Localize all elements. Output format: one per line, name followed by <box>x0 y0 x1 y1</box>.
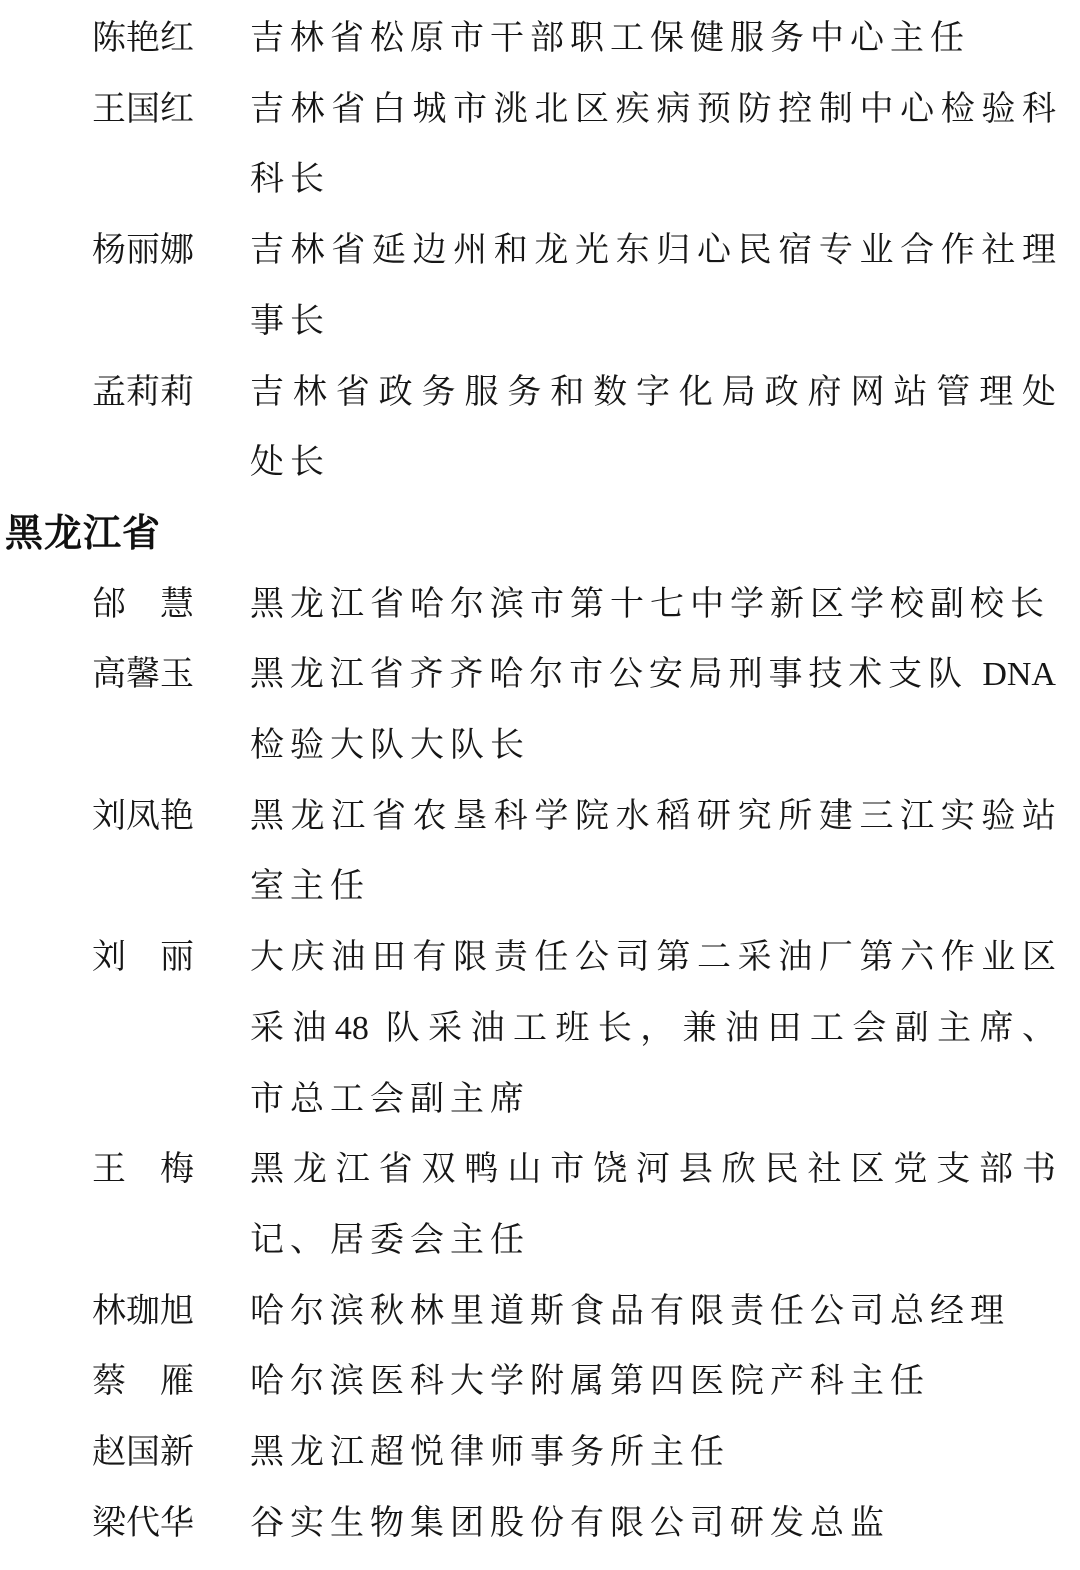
title-line: 市总工会副主席 <box>250 1080 530 1118</box>
title-line: 处长 <box>250 444 330 482</box>
person-name: 孟莉莉 <box>92 373 194 411</box>
person-name: 杨丽娜 <box>92 232 194 270</box>
person-name: 刘凤艳 <box>92 797 194 835</box>
title-line: 黑龙江省农垦科学院水稻研究所建三江实验站 <box>250 797 1056 835</box>
award-entry <box>0 923 1080 1135</box>
award-entry <box>0 1277 1080 1348</box>
person-title <box>250 1135 1056 1276</box>
title-line: 谷实生物集团股份有限公司研发总监 <box>250 1504 890 1542</box>
person-title <box>250 923 1056 1135</box>
title-line: 吉林省政务服务和数字化局政府网站管理处 <box>250 373 1056 411</box>
title-line: 事长 <box>250 302 330 340</box>
award-entry <box>0 782 1080 923</box>
person-name: 刘 丽 <box>92 939 194 977</box>
person-title <box>250 75 1056 216</box>
title-line: 大庆油田有限责任公司第二采油厂第六作业区 <box>250 939 1056 977</box>
title-line: 黑龙江省齐齐哈尔市公安局刑事技术支队 DNA <box>250 656 1056 694</box>
award-entry <box>0 1489 1080 1560</box>
person-name: 蔡 雁 <box>92 1363 194 1401</box>
person-name: 林珈旭 <box>92 1292 194 1330</box>
person-title <box>250 640 1056 781</box>
award-entry <box>0 1347 1080 1418</box>
award-entry <box>0 1418 1080 1489</box>
award-entry <box>0 4 1080 75</box>
person-name: 邰 慧 <box>92 585 194 623</box>
person-title <box>250 570 1056 641</box>
province-entries <box>0 4 1080 499</box>
province-header: 黑龙江省 <box>5 512 162 555</box>
title-line: 黑龙江省双鸭山市饶河县欣民社区党支部书 <box>250 1151 1056 1189</box>
person-title <box>250 1418 1056 1489</box>
province-entries <box>0 570 1080 1560</box>
person-name: 陈艳红 <box>92 20 194 57</box>
title-line: 室主任 <box>250 868 370 906</box>
award-entry <box>0 640 1080 781</box>
province-section <box>0 4 1080 499</box>
person-title <box>250 358 1056 499</box>
title-line: 记、居委会主任 <box>250 1221 530 1259</box>
award-entry <box>0 358 1080 499</box>
title-line: 科长 <box>250 161 330 199</box>
title-line: 哈尔滨秋林里道斯食品有限责任公司总经理 <box>250 1292 1010 1330</box>
title-line: 吉林省延边州和龙光东归心民宿专业合作社理 <box>250 232 1056 270</box>
person-title <box>250 782 1056 923</box>
person-title <box>250 1347 1056 1418</box>
award-entry <box>0 216 1080 357</box>
person-title <box>250 4 1056 75</box>
award-entry <box>0 75 1080 216</box>
person-title <box>250 1489 1056 1560</box>
title-line: 哈尔滨医科大学附属第四医院产科主任 <box>250 1363 930 1401</box>
province-section <box>0 499 1080 1560</box>
title-line: 吉林省松原市干部职工保健服务中心主任 <box>250 20 970 57</box>
title-line: 检验大队大队长 <box>250 727 530 765</box>
award-list <box>0 4 1080 1559</box>
person-name: 王 梅 <box>92 1151 194 1189</box>
person-title <box>250 1277 1056 1348</box>
person-title <box>250 216 1056 357</box>
title-line: 采油48 队采油工班长，兼油田工会副主席、 <box>250 1009 1056 1047</box>
title-line: 黑龙江超悦律师事务所主任 <box>250 1434 730 1472</box>
person-name: 梁代华 <box>92 1504 194 1542</box>
award-entry <box>0 570 1080 641</box>
person-name: 高馨玉 <box>92 656 194 694</box>
person-name: 王国红 <box>92 90 194 128</box>
person-name: 赵国新 <box>92 1434 194 1472</box>
award-entry <box>0 1135 1080 1276</box>
title-line: 黑龙江省哈尔滨市第十七中学新区学校副校长 <box>250 585 1050 623</box>
title-line: 吉林省白城市洮北区疾病预防控制中心检验科 <box>250 90 1056 128</box>
